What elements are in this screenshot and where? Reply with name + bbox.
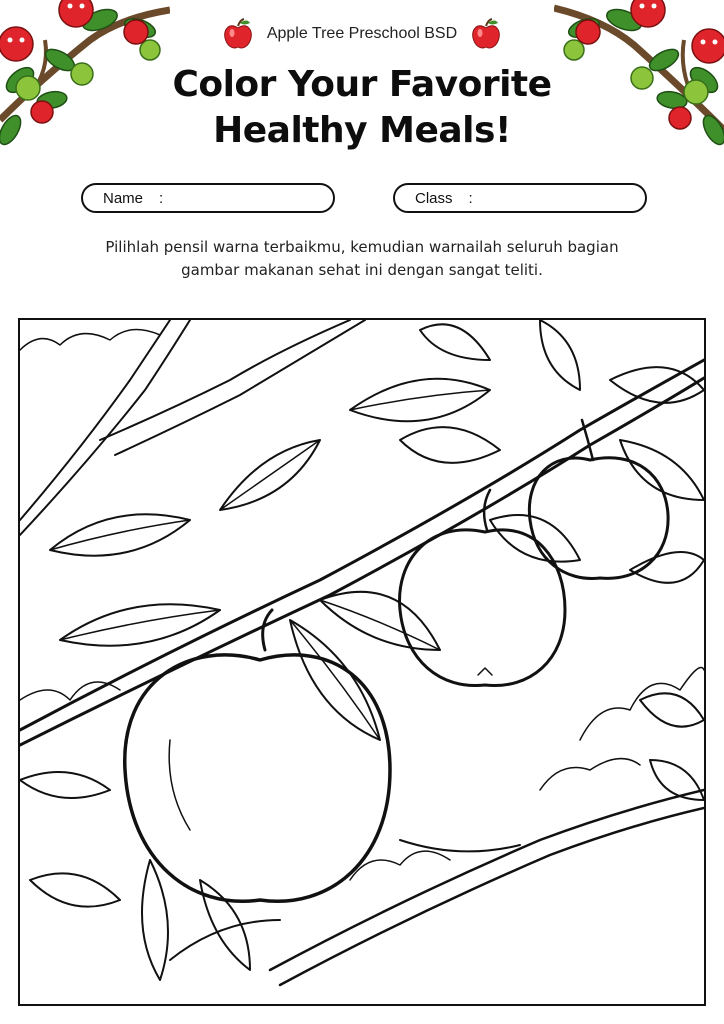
name-field[interactable] (81, 183, 335, 213)
school-name: Apple Tree Preschool BSD (266, 25, 458, 42)
instructions (40, 236, 684, 282)
apple-icon (223, 18, 253, 50)
class-label: Class (415, 189, 453, 207)
title-line-2: Healthy Meals! (213, 110, 511, 151)
title-line-1: Color Your Favorite (172, 64, 552, 105)
class-field[interactable] (393, 183, 647, 213)
apple-tree-coloring-illustration (20, 320, 704, 1004)
name-label: Name (103, 189, 144, 207)
instruction-line-2: gambar makanan sehat ini dengan sangat teliti. (181, 261, 543, 279)
school-header (0, 18, 724, 50)
page-title (0, 62, 724, 154)
class-colon: : (468, 189, 473, 207)
instruction-line-1: Pilihlah pensil warna terbaikmu, kemudian warnailah seluruh bagian (105, 238, 619, 256)
name-colon: : (159, 189, 164, 207)
apple-icon (471, 18, 501, 50)
coloring-picture-frame (18, 318, 706, 1006)
